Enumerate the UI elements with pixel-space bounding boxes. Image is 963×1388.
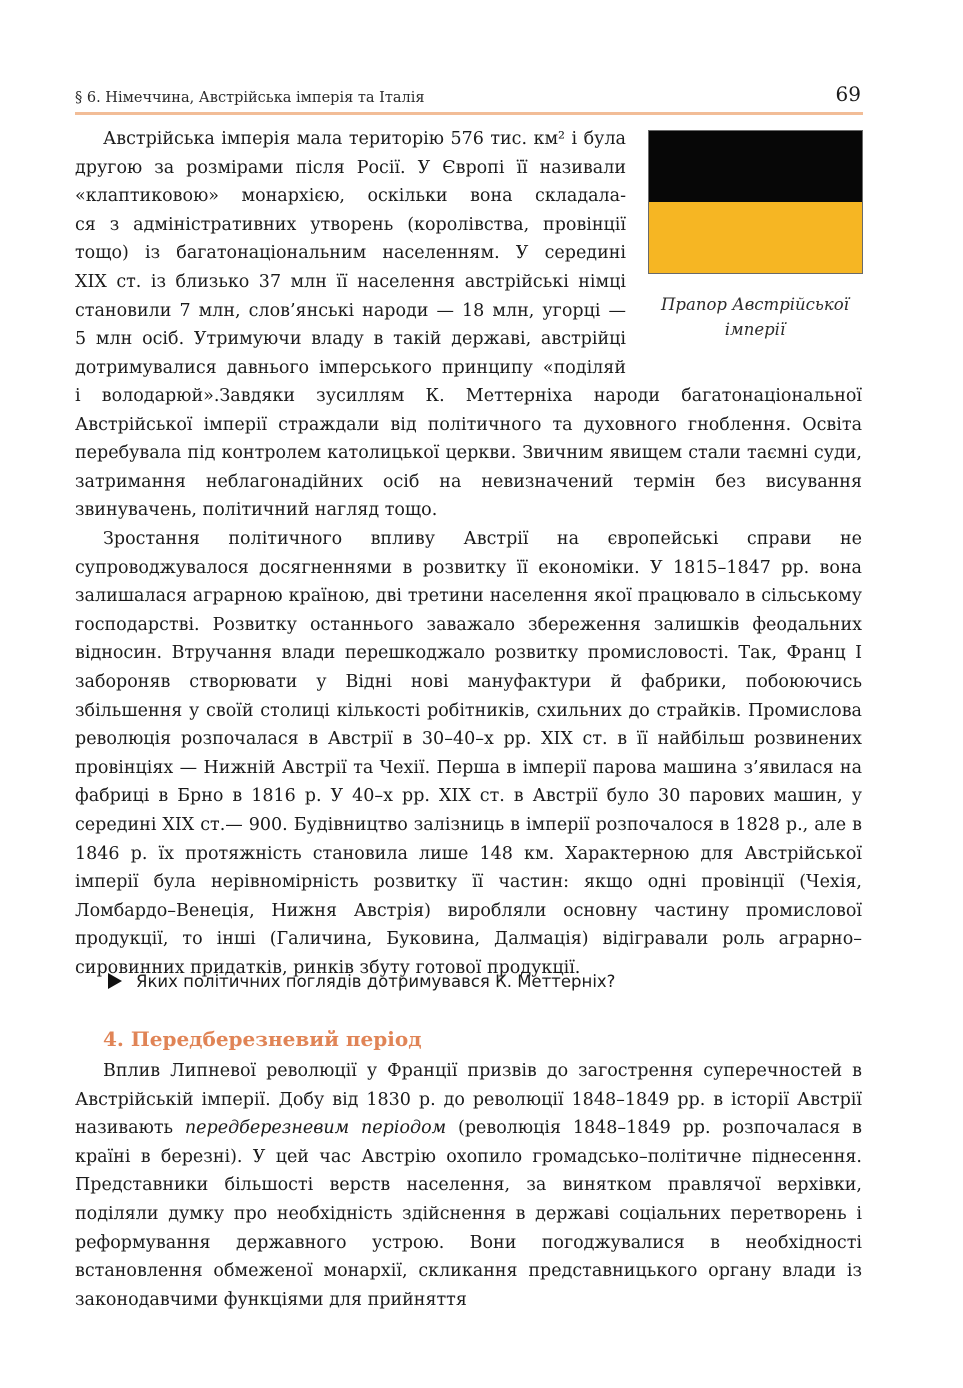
figure-caption-line-2: імперії xyxy=(724,320,786,339)
paragraph-3-part-1: Вплив Липневої революції у Франції призвів до загострення суперечностей в Австрійській імперії. Добу від 1830 р. до революції 1848–1849 рр. в історії Австрії називають xyxy=(75,1061,862,1139)
flag-gold-stripe xyxy=(649,202,862,273)
paragraph-3-part-2: (революція 1848–1849 рр. розпочалася в країні в березні). У цей час Австрію охопило громадсько–політичне піднесення. Представники більшості верств населення, за винятком правлячої верхівки, поділяли думку про необхідність здійснення в державі соціальних перетворень і реформування державного устрою. Вони погоджувалися в необхідності встановлення обмеженої монархії, скликання представницького органу влади із законодавчими функціями для прийняття xyxy=(75,1118,862,1310)
text-line: ся з адміністративних утворень (королівства, провінції xyxy=(75,214,626,235)
flag-black-stripe xyxy=(649,131,862,202)
paragraph-1-wrapped-lines xyxy=(75,125,626,382)
chapter-title: § 6. Німеччина, Австрійська імперія та Італія xyxy=(75,90,425,106)
triangle-arrow-icon xyxy=(108,973,122,989)
text-line: Австрійська імперія мала територію 576 тис. км² і була xyxy=(103,129,626,149)
figure-caption xyxy=(645,292,865,342)
question-text: Яких політичних поглядів дотримувався К. Меттерніх? xyxy=(136,972,616,991)
text-line: дотримувалися давнього імперського принципу «поділяй xyxy=(75,357,626,378)
paragraph-3-emphasis: передберезневим періодом xyxy=(184,1118,447,1139)
section-4-text xyxy=(75,1057,862,1314)
text-line: ХІХ ст. із близько 37 млн її населення австрійські німці xyxy=(75,271,626,292)
austrian-empire-flag-image xyxy=(648,130,863,274)
text-line: «клаптиковою» монархією, оскільки вона складала- xyxy=(75,186,626,207)
figure-caption-line-1: Прапор Австрійської xyxy=(661,295,849,314)
review-question xyxy=(108,972,615,991)
paragraph-1-continuation: і володарюй».Завдяки зусиллям К. Меттерніха народи багатонаціональної Австрійської імперії страждали від політичного та духовного гноблення. Освіта перебувала під контролем католицької церкви. Звичним явищем стали таємні суди, затримання неблагонадійних осіб на невизначений термін без висування звинувачень, політичний нагляд тощо. xyxy=(75,386,862,521)
main-text-block xyxy=(75,382,862,982)
page-header xyxy=(75,82,863,115)
text-line: 5 млн осіб. Утримуючи владу в такій державі, австрійці xyxy=(75,329,626,350)
paragraph-3 xyxy=(75,1057,862,1314)
section-heading: 4. Передберезневий період xyxy=(103,1027,422,1051)
text-line: тощо) із багатонаціональним населенням. У середині xyxy=(75,243,626,264)
text-line: становили 7 млн, слов’янські народи — 18 млн, угорці — xyxy=(75,300,626,321)
text-line: другою за розмірами після Росії. У Європі її називали xyxy=(75,157,626,178)
page-number: 69 xyxy=(835,82,861,106)
paragraph-2: Зростання політичного впливу Австрії на європейські справи не супроводжувалося досягненнями в розвитку її економіки. У 1815–1847 рр. вона залишалася аграрною країною, дві третини населення якої працювало в сільському господарстві. Розвитку останнього заважало збереження залишків феодальних відносин. Втручання влади перешкоджало розвитку промисловості. Так, Франц І забороняв створювати у Відні нові мануфактури й фабрики, побоюючись збільшення у своїй столиці кількості робітників, схильних до страйків. Промислова революція розпочалася в Австрії в 30–40–х рр. ХІХ ст. в її найбільш розвинених провінціях — Нижній Австрії та Чехії. Перша в імперії парова машина з’явилася на фабриці в Брно в 1816 р. У 40–х рр. ХІХ ст. в Австрії було 30 парових машин, у середині ХІХ ст.— 900. Будівництво залізниць в імперії розпочалося в 1828 р., але в 1846 р. їх протяжність становила лише 148 км. Характерною для Австрійської імперії була нерівномірність розвитку її частин: якщо одні провінції (Чехія, Ломбардо–Венеція, Нижня Австрія) виробляли основну частину промислової продукції, то інші (Галичина, Буковина, Далмація) відігравали роль аграрно–сировинних придатків, ринків збуту готової продукції. xyxy=(75,528,862,978)
